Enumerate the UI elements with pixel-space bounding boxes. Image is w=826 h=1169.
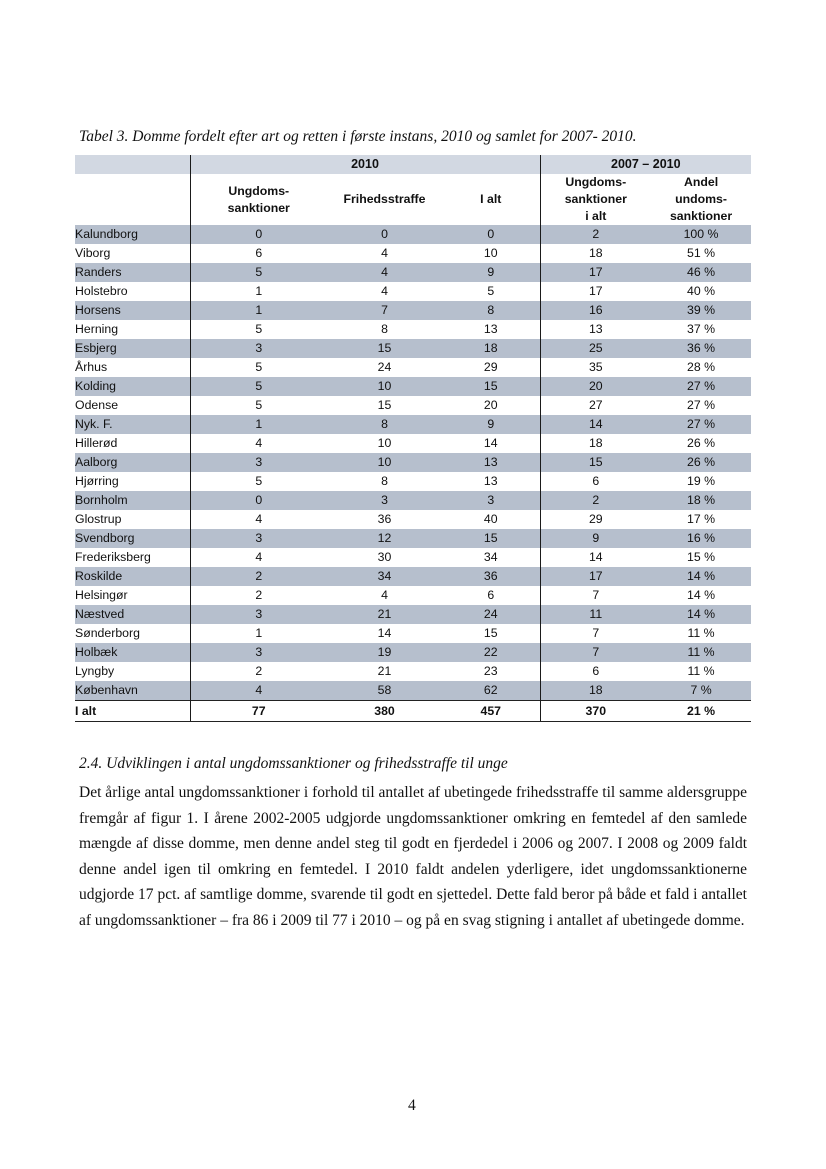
table-body	[75, 225, 751, 701]
table-row	[75, 491, 751, 510]
row-ungdomssanktioner-period: 29	[540, 510, 651, 529]
row-frihedsstraffe: 21	[327, 605, 442, 624]
row-i-alt: 34	[483, 550, 498, 564]
row-frihedsstraffe: 7	[327, 301, 442, 320]
group-header-row	[75, 155, 751, 174]
row-andel: 27 %	[687, 398, 716, 412]
header-line: Andel	[683, 175, 719, 189]
row-ungdomssanktioner: 1	[190, 282, 327, 301]
row-court-name: Odense	[75, 398, 119, 412]
row-i-alt: 9	[442, 415, 540, 434]
row-ungdomssanktioner: 3	[190, 643, 327, 662]
row-ungdomssanktioner: 1	[190, 624, 327, 643]
row-ungdomssanktioner-period: 18	[540, 244, 651, 263]
row-frihedsstraffe: 34	[327, 567, 442, 586]
row-ungdomssanktioner: 0	[190, 225, 327, 244]
row-frihedsstraffe: 10	[327, 377, 442, 396]
row-frihedsstraffe: 24	[377, 360, 392, 374]
row-court-name: Svendborg	[75, 529, 190, 548]
row-ungdomssanktioner: 6	[190, 244, 327, 263]
row-court-name: Kolding	[75, 377, 190, 396]
row-ungdomssanktioner: 3	[190, 453, 327, 472]
column-header-row	[75, 174, 751, 225]
row-court-name: Viborg	[75, 246, 111, 260]
row-ungdomssanktioner-period: 20	[540, 377, 651, 396]
sentences-table	[75, 155, 751, 722]
col-header-andel	[651, 174, 751, 225]
row-ungdomssanktioner: 0	[190, 491, 327, 510]
table-row	[75, 662, 751, 681]
row-andel: 16 %	[651, 529, 751, 548]
row-frihedsstraffe: 21	[377, 664, 392, 678]
row-i-alt: 23	[483, 664, 498, 678]
row-ungdomssanktioner-period: 18	[540, 681, 651, 701]
row-ungdomssanktioner: 3	[190, 529, 327, 548]
row-court-name: Herning	[75, 322, 119, 336]
row-ungdomssanktioner-period: 17	[540, 263, 651, 282]
row-andel: 39 %	[651, 301, 751, 320]
row-ungdomssanktioner: 1	[190, 415, 327, 434]
table-row	[75, 643, 751, 662]
row-i-alt: 0	[442, 225, 540, 244]
row-frihedsstraffe: 4	[381, 246, 388, 260]
table-row	[75, 225, 751, 244]
total-label: I alt	[75, 701, 190, 722]
table-row	[75, 567, 751, 586]
row-ungdomssanktioner-period: 17	[540, 567, 651, 586]
table-row	[75, 529, 751, 548]
row-ungdomssanktioner: 5	[190, 377, 327, 396]
row-i-alt: 13	[483, 322, 498, 336]
row-court-name: Lyngby	[75, 664, 115, 678]
table-row	[75, 244, 751, 263]
row-ungdomssanktioner: 5	[190, 320, 327, 339]
row-andel: 51 %	[687, 246, 716, 260]
row-ungdomssanktioner-period: 7	[540, 586, 651, 605]
row-andel: 11 %	[687, 664, 715, 678]
page-number: 4	[408, 1097, 416, 1114]
row-andel: 14 %	[651, 567, 751, 586]
row-i-alt: 22	[442, 643, 540, 662]
row-ungdomssanktioner-period: 27	[540, 396, 651, 415]
table-row	[75, 586, 751, 605]
table-row	[75, 282, 751, 301]
row-i-alt: 13	[483, 474, 498, 488]
row-court-name: Glostrup	[75, 512, 122, 526]
row-andel: 17 %	[687, 512, 716, 526]
row-frihedsstraffe: 30	[377, 550, 392, 564]
row-frihedsstraffe: 8	[381, 322, 388, 336]
row-andel: 36 %	[651, 339, 751, 358]
row-ungdomssanktioner: 1	[190, 301, 327, 320]
row-court-name: Frederiksberg	[75, 550, 151, 564]
row-ungdomssanktioner: 5	[190, 358, 327, 377]
row-i-alt: 36	[442, 567, 540, 586]
row-ungdomssanktioner-period: 6	[540, 662, 651, 681]
row-ungdomssanktioner-period: 7	[540, 643, 651, 662]
table-row	[75, 358, 751, 377]
table-caption: Tabel 3. Domme fordelt efter art og retten i første instans, 2010 og samlet for 2007- 2010.	[79, 128, 637, 145]
row-i-alt: 15	[442, 377, 540, 396]
row-court-name: Roskilde	[75, 567, 190, 586]
row-frihedsstraffe: 8	[381, 474, 388, 488]
row-andel: 11 %	[651, 643, 751, 662]
col-header-ungdomssanktioner-period	[540, 174, 651, 225]
row-i-alt: 5	[487, 284, 495, 298]
row-court-name: Bornholm	[75, 491, 190, 510]
body-paragraph: Det årlige antal ungdomssanktioner i forhold til antallet af ubetingede frihedsstraffe til samme aldersgruppe fremgår af figur 1. I årene 2002-2005 udgjorde ungdomssanktioner omkring en femtedel af den samlede mængde af disse domme, men denne andel steg til godt en fjerdedel i 2006 og 2007. I 2008 og 2009 faldt denne andel igen til omkring en femtedel. I 2010 faldt andelen yderligere, idet ungdomssanktionerne udgjorde 17 pct. af samtlige domme, svarende til godt en sjettedel. Dette fald beror på både et fald i antallet af ungdomssanktioner – fra 86 i 2009 til 77 i 2010 – og på en svag stigning i antallet af ubetingede domme.	[79, 784, 747, 929]
row-court-name: Kalundborg	[75, 225, 190, 244]
row-frihedsstraffe: 15	[327, 339, 442, 358]
row-andel: 26 %	[687, 436, 716, 450]
row-ungdomssanktioner-period: 6	[540, 472, 651, 491]
group-header-2007-2010: 2007 – 2010	[540, 155, 751, 174]
row-andel: 14 %	[687, 588, 716, 602]
row-andel: 46 %	[651, 263, 751, 282]
group-header-2010: 2010	[190, 155, 540, 174]
row-i-alt: 6	[487, 588, 495, 602]
row-i-alt: 9	[442, 263, 540, 282]
row-frihedsstraffe: 10	[327, 453, 442, 472]
row-i-alt: 3	[442, 491, 540, 510]
row-court-name: Sønderborg	[75, 626, 140, 640]
header-line: undoms-	[675, 192, 727, 206]
total-andel: 21 %	[651, 701, 751, 722]
row-frihedsstraffe: 3	[327, 491, 442, 510]
row-ungdomssanktioner-period: 15	[540, 453, 651, 472]
row-i-alt: 62	[442, 681, 540, 701]
row-frihedsstraffe: 4	[327, 263, 442, 282]
row-ungdomssanktioner: 2	[190, 586, 327, 605]
row-ungdomssanktioner: 5	[190, 396, 327, 415]
table-row	[75, 377, 751, 396]
row-ungdomssanktioner-period: 16	[540, 301, 651, 320]
total-ungdomssanktioner-period: 370	[540, 701, 651, 722]
col-header-ungdomssanktioner	[190, 174, 327, 225]
row-ungdomssanktioner: 4	[190, 434, 327, 453]
row-i-alt: 14	[483, 436, 498, 450]
col-header-i-alt: I alt	[480, 192, 502, 206]
table-row	[75, 263, 751, 282]
row-court-name: Esbjerg	[75, 339, 190, 358]
row-court-name: Næstved	[75, 605, 190, 624]
row-frihedsstraffe: 12	[327, 529, 442, 548]
row-court-name: København	[75, 681, 190, 701]
row-i-alt: 13	[442, 453, 540, 472]
table-row	[75, 548, 751, 567]
row-court-name: Helsingør	[75, 588, 128, 602]
row-frihedsstraffe: 4	[381, 284, 388, 298]
row-andel: 27 %	[651, 377, 751, 396]
row-ungdomssanktioner: 4	[190, 681, 327, 701]
row-frihedsstraffe: 58	[327, 681, 442, 701]
table-row	[75, 624, 751, 643]
header-line: sanktioner	[564, 192, 627, 206]
row-i-alt: 8	[442, 301, 540, 320]
row-ungdomssanktioner: 3	[190, 339, 327, 358]
row-andel: 15 %	[687, 550, 716, 564]
row-court-name: Hjørring	[75, 474, 119, 488]
row-i-alt: 40	[483, 512, 498, 526]
header-empty-cell	[75, 174, 190, 225]
table-row	[75, 301, 751, 320]
row-ungdomssanktioner-period: 25	[540, 339, 651, 358]
total-i-alt: 457	[442, 701, 540, 722]
row-ungdomssanktioner: 4	[190, 510, 327, 529]
header-line: sanktioner	[227, 200, 290, 215]
row-ungdomssanktioner-period: 14	[540, 548, 651, 567]
row-court-name: Århus	[75, 360, 108, 374]
row-i-alt: 10	[483, 246, 498, 260]
row-court-name: Horsens	[75, 301, 190, 320]
row-ungdomssanktioner: 2	[190, 567, 327, 586]
row-ungdomssanktioner-period: 9	[540, 529, 651, 548]
row-i-alt: 24	[442, 605, 540, 624]
row-frihedsstraffe: 8	[327, 415, 442, 434]
header-blank-cell	[75, 155, 190, 174]
row-ungdomssanktioner: 5	[190, 263, 327, 282]
header-line: Ungdoms-	[565, 175, 627, 189]
row-andel: 26 %	[651, 453, 751, 472]
row-ungdomssanktioner-period: 35	[540, 358, 651, 377]
row-ungdomssanktioner-period: 14	[540, 415, 651, 434]
header-line: sanktioner	[669, 209, 733, 223]
row-andel: 11 %	[687, 626, 715, 640]
row-court-name: Randers	[75, 263, 190, 282]
row-ungdomssanktioner: 4	[190, 548, 327, 567]
row-andel: 37 %	[687, 322, 716, 336]
table-row	[75, 472, 751, 491]
row-andel: 14 %	[651, 605, 751, 624]
row-andel: 27 %	[651, 415, 751, 434]
row-ungdomssanktioner-period: 11	[540, 605, 651, 624]
total-row	[75, 701, 751, 722]
row-i-alt: 29	[483, 360, 498, 374]
row-frihedsstraffe: 19	[327, 643, 442, 662]
row-ungdomssanktioner-period: 18	[540, 434, 651, 453]
table-row	[75, 453, 751, 472]
row-court-name: Holstebro	[75, 284, 128, 298]
row-andel: 7 %	[651, 681, 751, 701]
table-row	[75, 605, 751, 624]
row-ungdomssanktioner-period: 2	[540, 491, 651, 510]
row-andel: 28 %	[687, 360, 716, 374]
row-court-name: Holbæk	[75, 643, 190, 662]
row-i-alt: 15	[442, 529, 540, 548]
row-court-name: Nyk. F.	[75, 415, 190, 434]
row-frihedsstraffe: 36	[377, 512, 392, 526]
row-ungdomssanktioner-period: 17	[540, 282, 651, 301]
row-frihedsstraffe: 15	[377, 398, 392, 412]
row-andel: 18 %	[651, 491, 751, 510]
table-row	[75, 415, 751, 434]
row-andel: 40 %	[687, 284, 716, 298]
total-frihedsstraffe: 380	[327, 701, 442, 722]
header-line: i alt	[585, 209, 607, 223]
table-row	[75, 396, 751, 415]
row-ungdomssanktioner: 2	[190, 662, 327, 681]
col-header-frihedsstraffe: Frihedsstraffe	[343, 192, 426, 206]
row-frihedsstraffe: 0	[327, 225, 442, 244]
row-frihedsstraffe: 4	[381, 588, 388, 602]
row-ungdomssanktioner: 5	[190, 472, 327, 491]
row-court-name: Aalborg	[75, 453, 190, 472]
header-line: Ungdoms-	[228, 183, 290, 198]
table-row	[75, 339, 751, 358]
table-row	[75, 320, 751, 339]
row-i-alt: 20	[483, 398, 498, 412]
table-row	[75, 681, 751, 701]
row-andel: 19 %	[687, 474, 716, 488]
row-court-name: Hillerød	[75, 436, 118, 450]
row-i-alt: 18	[442, 339, 540, 358]
row-frihedsstraffe: 14	[377, 626, 392, 640]
row-ungdomssanktioner: 3	[190, 605, 327, 624]
row-ungdomssanktioner-period: 13	[540, 320, 651, 339]
total-ungdomssanktioner: 77	[190, 701, 327, 722]
row-i-alt: 15	[483, 626, 498, 640]
table-row	[75, 510, 751, 529]
row-ungdomssanktioner-period: 2	[540, 225, 651, 244]
row-ungdomssanktioner-period: 7	[540, 624, 651, 643]
row-andel: 100 %	[651, 225, 751, 244]
row-frihedsstraffe: 10	[377, 436, 392, 450]
table-row	[75, 434, 751, 453]
section-heading: 2.4. Udviklingen i antal ungdomssanktioner og frihedsstraffe til unge	[79, 755, 508, 772]
